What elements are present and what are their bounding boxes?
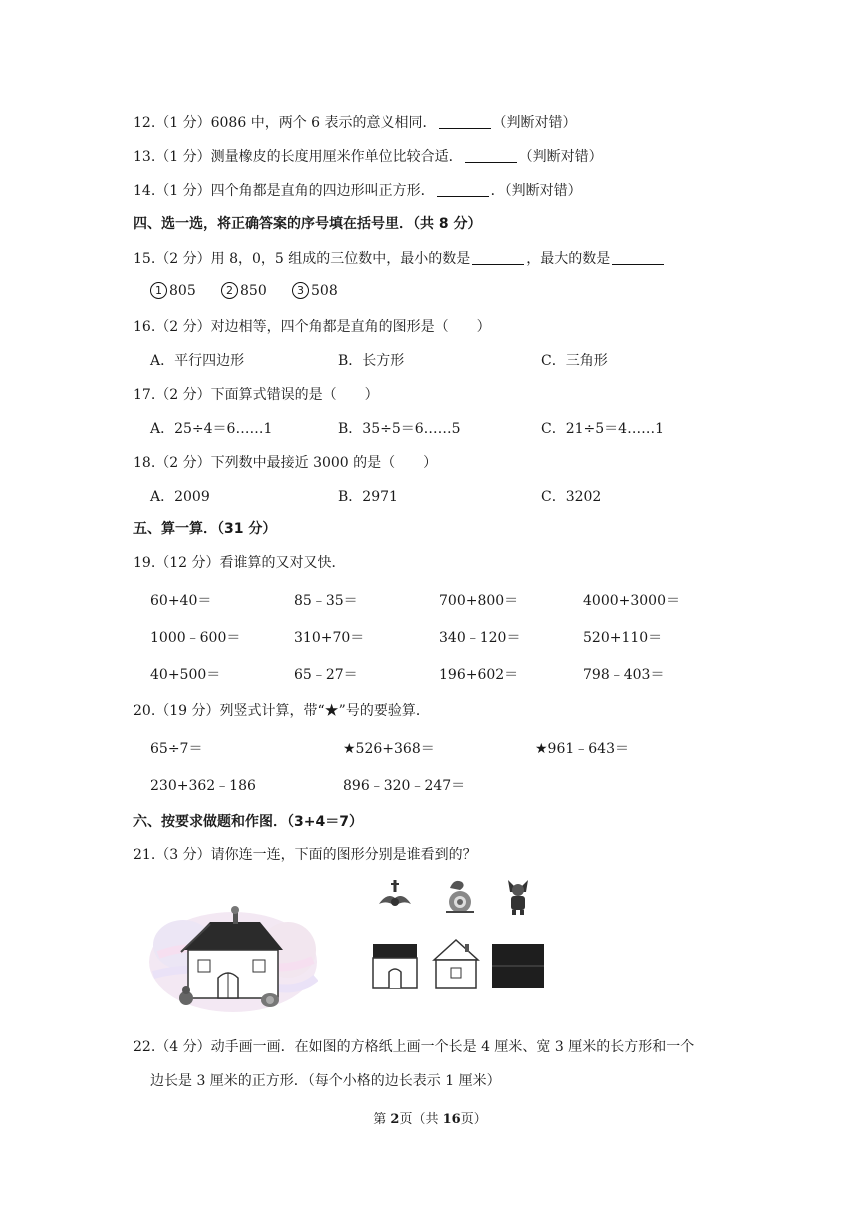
q18-option-b: B．2971 [338,489,398,505]
arithmetic-item: 1000﹣600＝ [150,630,241,646]
vertical-calc-item: 230+362﹣186 [150,778,256,794]
answer-blank[interactable] [439,114,491,129]
vertical-calc-item: 65÷7＝ [150,741,203,757]
arithmetic-item: 798﹣403＝ [583,667,665,683]
section-5-heading: 五、算一算．（31 分） [133,521,277,537]
section-6-heading: 六、按要求做题和作图．（3+4＝7） [133,814,363,830]
question-15: 15.（2 分）用 8，0，5 组成的三位数中，最小的数是 ，最大的数是 [133,248,666,268]
arithmetic-item: 520+110＝ [583,630,663,646]
total-page-number: 16 [442,1112,461,1127]
q16-option-c: C．三角形 [541,353,608,369]
arithmetic-item: 340﹣120＝ [439,630,521,646]
q15-option-1: 1 805 [150,282,196,299]
arithmetic-item: 196+602＝ [439,667,519,683]
q17-option-b: B．35÷5＝6……5 [338,421,461,437]
section-4-heading: 四、选一选，将正确答案的序号填在括号里．（共 8 分） [133,216,482,232]
question-21: 21.（3 分）请你连一连，下面的图形分别是谁看到的？ [133,847,477,863]
q15-option-3: 3 508 [292,282,338,299]
q17-option-a: A．25÷4＝6……1 [150,421,273,437]
vertical-calc-item: ★526+368＝ [343,741,435,757]
question-20: 20.（19 分）列竖式计算，带“★”号的要验算． [133,703,430,719]
house-view-side-icon [432,938,480,990]
viewer-snail-icon [440,876,480,916]
vertical-calc-item: 896﹣320﹣247＝ [343,778,466,794]
question-18: 18.（2 分）下列数中最接近 3000 的是（ ） [133,455,438,471]
answer-blank[interactable] [465,148,517,163]
question-16: 16.（2 分）对边相等，四个角都是直角的图形是（ ） [133,319,491,335]
q17-option-c: C．21÷5＝4……1 [541,421,664,437]
q18-option-a: A．2009 [150,489,210,505]
house-view-top-icon [490,942,546,990]
q16-option-a: A．平行四边形 [150,353,245,369]
question-17: 17.（2 分）下面算式错误的是（ ） [133,387,379,403]
arithmetic-item: 310+70＝ [294,630,365,646]
viewer-bird-icon [375,878,415,916]
arithmetic-item: 4000+3000＝ [583,593,680,609]
current-page-number: 2 [390,1112,400,1127]
answer-blank[interactable] [437,182,489,197]
question-19: 19.（12 分）看谁算的又对又快． [133,555,346,571]
answer-blank[interactable] [612,250,664,265]
viewer-puppy-icon [500,876,536,916]
question-14: 14.（1 分）四个角都是直角的四边形叫正方形． ．（判断对错） [133,183,582,199]
arithmetic-item: 65﹣27＝ [294,667,358,683]
q18-option-c: C．3202 [541,489,602,505]
arithmetic-item: 700+800＝ [439,593,519,609]
vertical-calc-item: ★961﹣643＝ [535,741,629,757]
page-footer: 第 2页（共 16页） [373,1112,487,1127]
q16-option-b: B．长方形 [338,353,405,369]
house-view-back-icon [371,940,419,990]
arithmetic-item: 40+500＝ [150,667,221,683]
arithmetic-item: 85﹣35＝ [294,593,358,609]
answer-blank[interactable] [472,250,524,265]
question-13: 13.（1 分）测量橡皮的长度用厘米作单位比较合适． （判断对错） [133,149,603,165]
house-scene-illustration [148,900,318,1015]
question-22-line-1: 22.（4 分）动手画一画．在如图的方格纸上画一个长是 4 厘米、宽 3 厘米的长方形和一个 [133,1039,695,1055]
arithmetic-item: 60+40＝ [150,593,212,609]
question-12: 12.（1 分）6086 中，两个 6 表示的意义相同． （判断对错） [133,115,577,131]
question-22-line-2: 边长是 3 厘米的正方形．（每个小格的边长表示 1 厘米） [150,1073,501,1089]
q15-option-2: 2 850 [221,282,267,299]
